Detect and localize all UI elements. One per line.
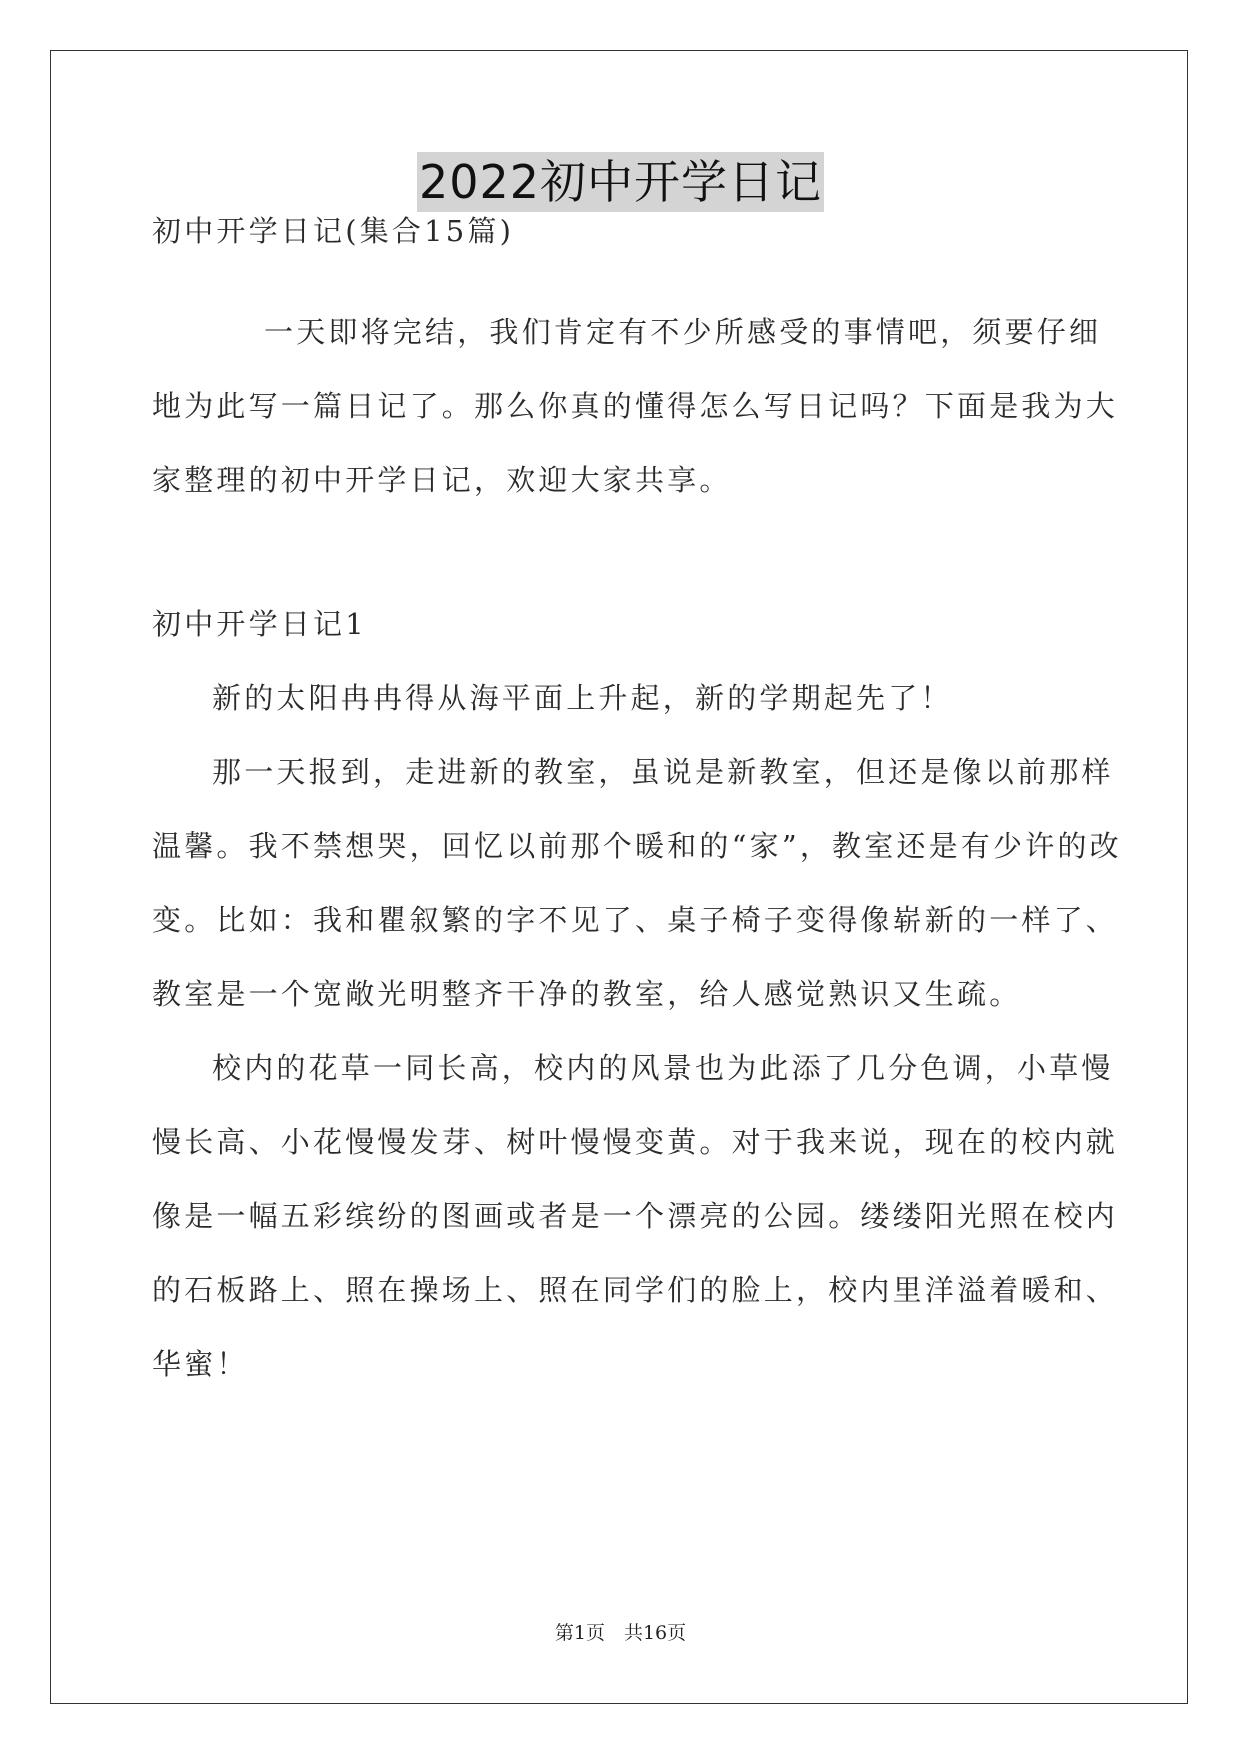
paragraph-line: 像是一幅五彩缤纷的图画或者是一个漂亮的公园。缕缕阳光照在校内 — [152, 1199, 1119, 1233]
paragraph-line: 校内的花草一同长高，校内的风景也为此添了几分色调，小草慢 — [212, 1051, 1114, 1085]
intro-line: 一天即将完结，我们肯定有不少所感受的事情吧，须要仔细 — [264, 315, 1102, 349]
intro-line: 地为此写一篇日记了。那么你真的懂得怎么写日记吗？下面是我为大 — [152, 389, 1119, 423]
section-heading: 初中开学日记1 — [152, 607, 367, 641]
intro-line: 家整理的初中开学日记，欢迎大家共享。 — [152, 463, 732, 497]
document-subtitle: 初中开学日记(集合15篇) — [152, 214, 515, 248]
paragraph-line: 的石板路上、照在操场上、照在同学们的脸上，校内里洋溢着暖和、 — [152, 1273, 1119, 1307]
paragraph-line: 温馨。我不禁想哭，回忆以前那个暖和的“家”，教室还是有少许的改 — [152, 829, 1122, 863]
paragraph-line: 教室是一个宽敞光明整齐干净的教室，给人感觉熟识又生疏。 — [152, 977, 1022, 1011]
paragraph-line: 华蜜！ — [152, 1347, 249, 1381]
paragraph-line: 慢长高、小花慢慢发芽、树叶慢慢变黄。对于我来说，现在的校内就 — [152, 1125, 1119, 1159]
title-container — [0, 152, 1241, 212]
page-number-footer: 第1页 共16页 — [554, 1622, 687, 1644]
paragraph-line: 变。比如：我和瞿叙繁的字不见了、桌子椅子变得像崭新的一样了、 — [152, 903, 1119, 937]
paragraph-line: 新的太阳冉冉得从海平面上升起，新的学期起先了！ — [212, 681, 953, 715]
page-border — [50, 50, 1188, 1704]
paragraph-line: 那一天报到，走进新的教室，虽说是新教室，但还是像以前那样 — [212, 755, 1114, 789]
document-title: 2022初中开学日记 — [417, 152, 824, 212]
